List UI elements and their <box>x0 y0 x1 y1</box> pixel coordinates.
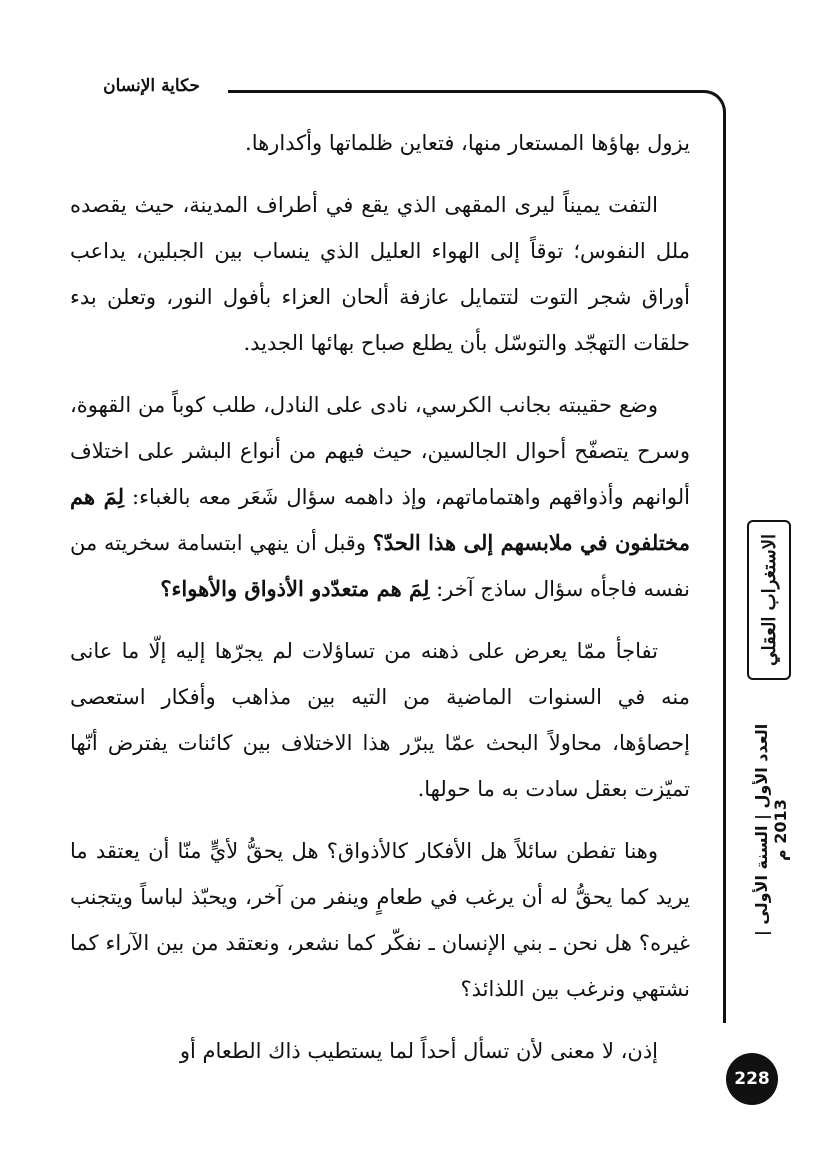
header-rule <box>228 90 703 93</box>
paragraph: وهنا تفطن سائلاً هل الأفكار كالأذواق؟ هل يحقُّ لأيٍّ منّا أن يعتقد ما يريد كما يحقُّ له أن يرغب في طعامٍ وينفر من آخر، ويحبّذ لباساً ويتجنب غيره؟ هل نحن ـ بني الإنسان ـ نفكّر كما نشعر، ونعتقد من بين الآراء كما نشتهي ونرغب بين اللذائذ؟ <box>70 839 690 1001</box>
body-text <box>70 120 690 1090</box>
paragraph: إذن، لا معنى لأن تسأل أحداً لما يستطيب ذاك الطعام أو <box>179 1039 658 1063</box>
journal-logo <box>747 520 791 680</box>
page-number: 228 <box>726 1053 778 1105</box>
paragraph: تفاجأ ممّا يعرض على ذهنه من تساؤلات لم يجرّها إليه إلّا ما عانى منه في السنوات الماضية من التيه بين مذاهب وأفكار استعصى إحصاؤها، محاولاً البحث عمّا يبرّر هذا الاختلاف بين كائنات يفترض أنّها تميّزت بعقل سادت به ما حولها. <box>70 639 690 801</box>
paragraph-continuation: يزول بهاؤها المستعار منها، فتعاين ظلماتها وأكدارها. <box>245 131 690 155</box>
journal-name: الاستغراب العقلي <box>758 534 780 666</box>
frame-vertical-line <box>723 118 726 1023</box>
emphasized-question: لِمَ هم مختلفون في ملابسهم إلى هذا الحدّ؟ <box>70 484 690 555</box>
emphasized-question: لِمَ هم متعدّدو الأذواق والأهواء؟ <box>160 576 430 601</box>
issue-info: العدد الأول | السنة الأولى | 2013 م <box>752 723 790 937</box>
paragraph-text: وضع حقيبته بجانب الكرسي، نادى على النادل، طلب كوباً من القهوة، وسرح يتصفّح أحوال الجالسين، حيث فيهم من أنواع البشر على اختلاف ألوانهم وأذواقهم واهتماماتهم، وإذ داهمه سؤال شَعَر معه بالغباء: <box>70 393 690 509</box>
paragraph-text: وقبل أن ينهي ابتسامة سخريته من نفسه فاجأه سؤال ساذج آخر: <box>70 531 690 601</box>
running-title: حكاية الإنسان <box>103 76 200 96</box>
paragraph: التفت يميناً ليرى المقهى الذي يقع في أطراف المدينة، حيث يقصده ملل النفوس؛ توقاً إلى الهواء العليل الذي ينساب بين الجبلين، يداعب أوراق شجر التوت لتتمايل عازفة ألحان العزاء بأفول النور، وتعلن بدء حلقات التهجّد والتوسّل بأن يطلع صباح بهائها الجديد. <box>70 193 690 355</box>
paragraph-with-questions <box>70 382 690 612</box>
frame-corner <box>676 90 726 120</box>
